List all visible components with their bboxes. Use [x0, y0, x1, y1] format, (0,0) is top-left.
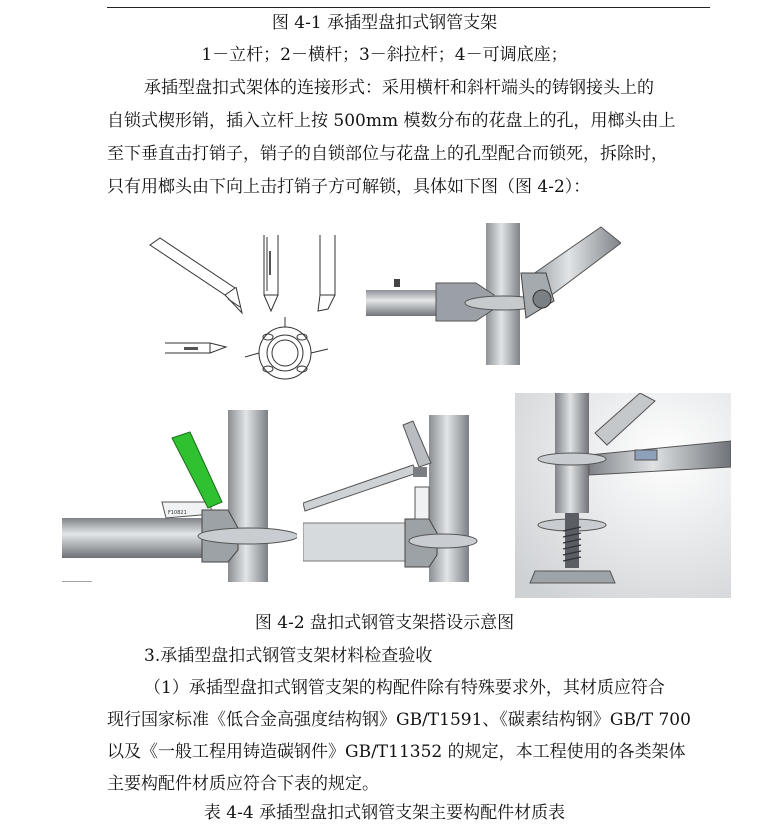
paragraph-2-line-4: 主要构配件材质应符合下表的规定。	[107, 774, 379, 794]
figure-4-1-caption: 图 4-1 承插型盘扣式钢管支架	[271, 13, 498, 33]
paragraph-2-line-3: 以及《一般工程用铸造碳钢件》GB/T11352 的规定，本工程使用的各类架体	[107, 742, 686, 762]
figure-hammer-strike	[303, 415, 478, 582]
paragraph-1-line-2: 自锁式楔形销，插入立杆上按 500mm 模数分布的花盘上的孔，用榔头由上	[107, 111, 676, 131]
paragraph-2-line-2: 现行国家标准《低合金高强度结构钢》GB/T1591、《碳素结构钢》GB/T 700	[107, 710, 691, 730]
figure-exploded-joint-drawing	[140, 225, 355, 385]
figure-adjustable-base	[515, 393, 731, 598]
figure-4-1-legend: 1－立杆；2－横杆；3－斜拉杆；4－可调底座；	[201, 45, 568, 65]
figure-4-2-caption: 图 4-2 盘扣式钢管支架搭设示意图	[254, 613, 515, 633]
paragraph-1-line-1: 承插型盘扣式架体的连接形式：采用横杆和斜杆端头的铸钢接头上的	[144, 78, 654, 98]
paragraph-2-line-1: （1）承插型盘扣式钢管支架的构配件除有特殊要求外，其材质应符合	[144, 678, 665, 698]
figure-pin-insertion-green	[62, 410, 297, 582]
paragraph-1-line-3: 至下垂直击打销子，销子的自锁部位与花盘上的孔型配合而锁死，拆除时，	[107, 144, 668, 164]
paragraph-1-line-4: 只有用榔头由下向上击打销子方可解锁，具体如下图（图 4-2）：	[107, 177, 591, 197]
top-rule	[107, 7, 710, 8]
table-4-4-caption: 表 4-4 承插型盘扣式钢管支架主要构配件材质表	[203, 803, 566, 823]
figure-ledger-and-diagonal-connection	[366, 223, 621, 365]
pin-tag-label: F10821	[168, 510, 187, 516]
section-3-heading: 3.承插型盘扣式钢管支架材料检查验收	[144, 646, 433, 666]
